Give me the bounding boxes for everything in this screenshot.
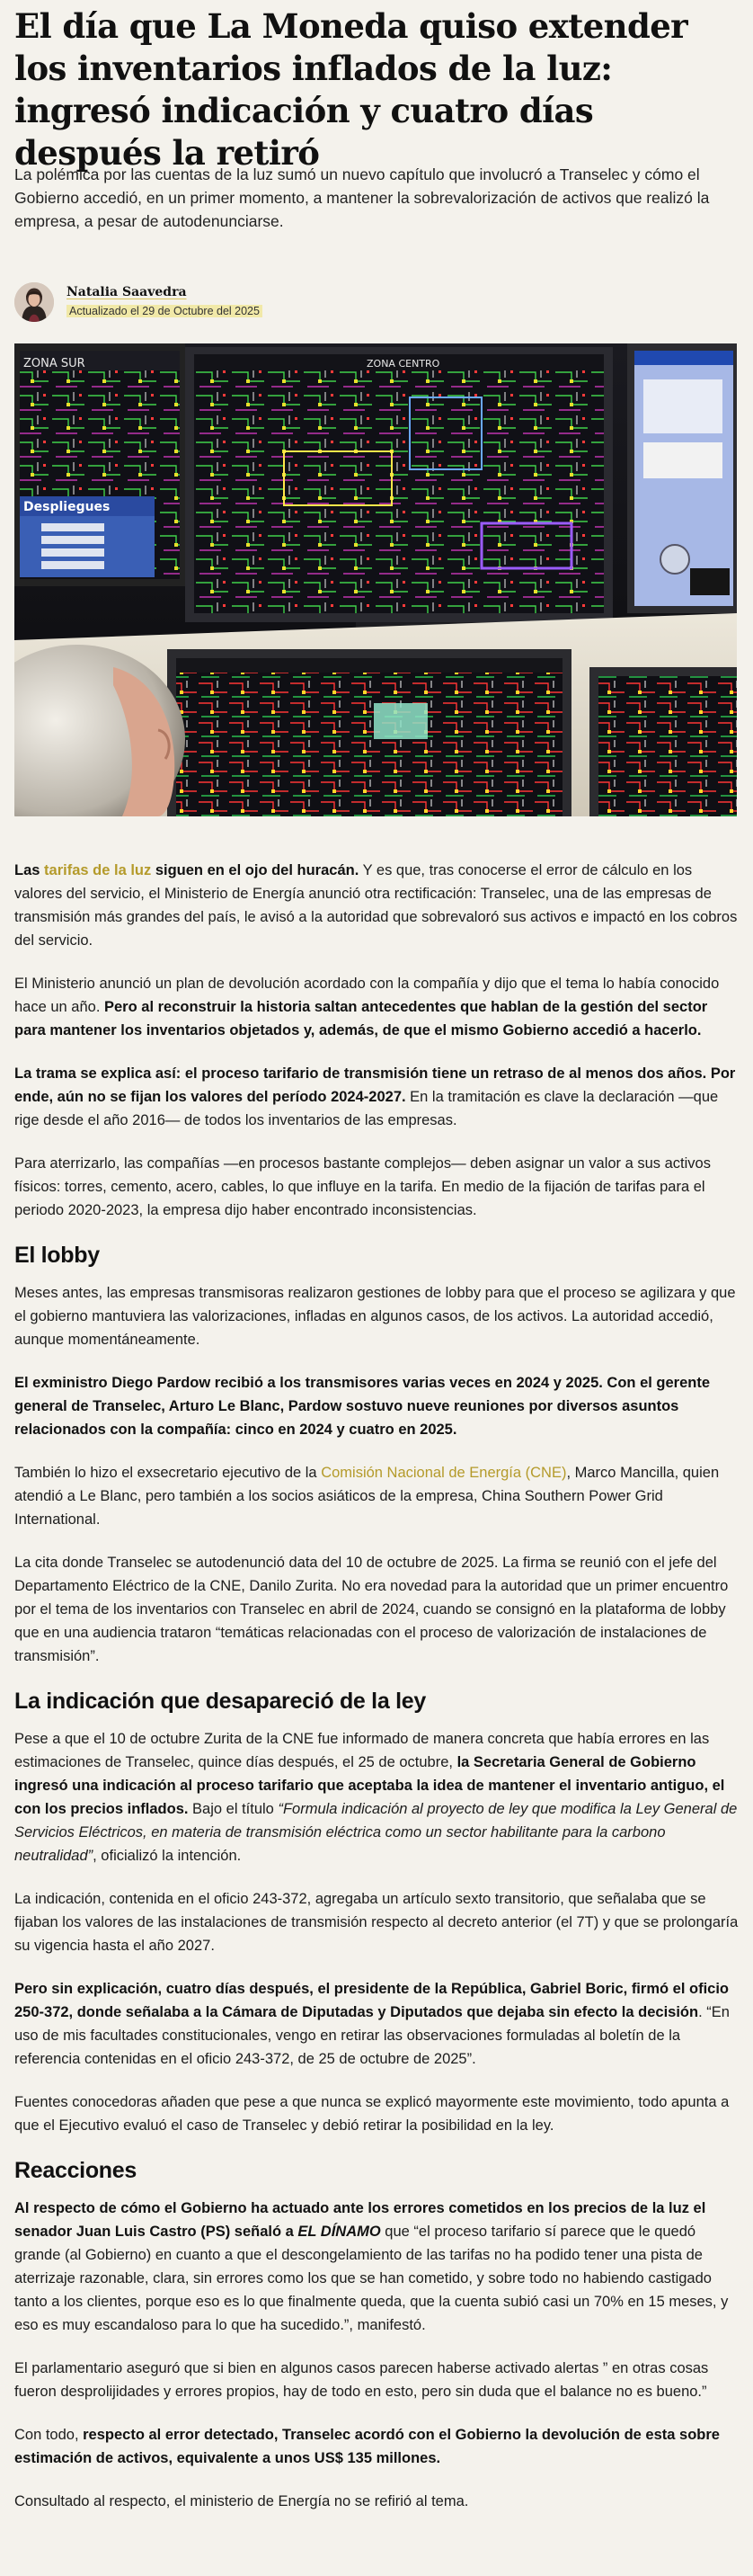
paragraph-2 — [14, 972, 739, 1042]
paragraph-16: Consultado al respecto, el ministerio de Energía no se refirió al tema. — [14, 2493, 469, 2509]
paragraph-8: La cita donde Transelec se autodenunció data del 10 de octubre de 2025. La firma se reunió con el jefe del Departamento Eléctrico de la CNE, Danilo Zurita. No era novedad para la autoridad que un primer encuentro por el tema de los inventarios con Transelec en abril de 2024, cuando se consignó en la plataforma de lobby que en una audiencia trataron “temáticas relacionadas con el proceso de valorización de instalaciones de transmisión”. — [14, 1555, 729, 1664]
updated-date: Actualizado el 29 de Octubre del 2025 — [66, 305, 262, 317]
author-name-link[interactable]: Natalia Saavedra — [66, 285, 187, 299]
p9-text-c: Bajo el título — [188, 1801, 279, 1817]
paragraph-7 — [14, 1461, 739, 1531]
p3-text-b: En la tramitación es clave la declaración —que rige desde el año 2016— de todos los inventarios de las empresas. — [14, 1089, 719, 1128]
paragraph-5: Meses antes, las empresas transmisoras realizaron gestiones de lobby para que el proceso se agilizara y que el gobierno mantuviera las valorizaciones, infladas en algunos casos, de los activos. La autoridad accedió, aunque momentáneamente. — [14, 1285, 736, 1348]
p13-text-b: EL DÍNAMO — [297, 2224, 381, 2240]
p11-text-a: Pero sin explicación, cuatro días después, el presidente de la República, Gabriel Boric, firmó el oficio 250-372, donde señalaba a la Cámara de Diputadas y Diputados que dejaba sin efecto la decisión — [14, 1981, 729, 2020]
p2-text-a: El Ministerio anunció un plan de devolución acordado con la compañía y dijo que el tema lo había conocido hace un año. — [14, 976, 720, 1015]
paragraph-14: El parlamentario aseguró que si bien en algunos casos parecen haberse activado alertas ” en otras cosas fueron desprolijidades y errores propios, hay de todo en esto, pero sin duda que el balance no es bueno.” — [14, 2360, 709, 2400]
paragraph-3 — [14, 1062, 739, 1132]
p9-text-e: , oficializó la intención. — [93, 1848, 242, 1864]
p13-text-c: que “el proceso tarifario sí parece que le quedó grande (al Gobierno) en cuanto a que el descongelamiento de las tarifas no ha podido tener una pista de aterrizaje razonable, clara, sin errores como los que se han cometido, y sobre todo no habiendo castigado tanto a los clientes, porque eso es lo que finalmente queda, que la cuenta subió casi un 70% en 15 meses, y eso es muy escandaloso para lo que ha sucedido.”, manifestó. — [14, 2224, 729, 2333]
control-room-illustration — [14, 343, 737, 816]
p6-text: El exministro Diego Pardow recibió a los transmisores varias veces en 2024 y 2025. Con el gerente general de Transelec, Arturo Le Blanc, Pardow sostuvo nueve reuniones por diversos asuntos relacionados con la compañía: cinco en 2024 y cuatro en 2025. — [14, 1375, 711, 1438]
p1-text-a: Las — [14, 862, 45, 878]
p1-text-c: Y es que, tras conocerse el error de cálculo en los valores del servicio, el Ministerio de Energía anunció otra rectificación: Transelec, una de las empresas de transmisión más grandes del país, le avisó a la autoridad que sobrevaloró sus activos e impactó en los cobros del servicio. — [14, 862, 738, 949]
p11-text-b: . “En uso de mis facultades constitucionales, vengo en retirar las observaciones formuladas al boletín de la referencia contenidas en el oficio 243-372, de 25 de octubre de 2025”. — [14, 2004, 730, 2067]
byline — [14, 280, 374, 325]
hero-label-zona-centro: ZONA CENTRO — [367, 358, 440, 370]
p9-text-d: “Formula indicación al proyecto de ley que modifica la Ley General de Servicios Eléctricos, en materia de transmisión eléctrica como un sector habilitante para la carbono neutralidad” — [14, 1801, 738, 1864]
p2-text-b: Pero al reconstruir la historia saltan antecedentes que hablan de la gestión del sector para mantener los inventarios objetados y, además, de que el mismo Gobierno accedió a hacerlo. — [14, 999, 708, 1038]
section-heading-reacciones: Reacciones — [14, 2158, 137, 2183]
paragraph-6 — [14, 1371, 739, 1441]
p13-text-a: Al respecto de cómo el Gobierno ha actuado ante los errores cometidos en los precios de la luz el senador Juan Luis Castro (PS) señaló a — [14, 2200, 706, 2240]
p9-text-b: la Secretaria General de Gobierno ingresó una indicación al proceso tarifario que aceptaba la idea de mantener el inventario antiguo, el con los precios inflados. — [14, 1754, 725, 1817]
section-heading-lobby: El lobby — [14, 1243, 100, 1268]
p9-text-a: Pese a que el 10 de octubre Zurita de la CNE fue informado de manera concreta que había errores en las estimaciones de Transelec, quince días después, el 25 de octubre, — [14, 1731, 710, 1770]
p15-text-b: respecto al error detectado, Transelec acordó con el Gobierno la devolución de esta sobre estimación de activos, equivalente a unos US$ 135 millones. — [14, 2427, 720, 2466]
article-title: El día que La Moneda quiso extender los inventarios inflados de la luz: ingresó indicación y cuatro días después la retiró — [14, 6, 688, 173]
p15-text-a: Con todo, — [14, 2427, 84, 2443]
hero-image — [14, 343, 737, 816]
section-heading-indicacion: La indicación que desapareció de la ley — [14, 1689, 426, 1714]
paragraph-13 — [14, 2197, 739, 2337]
author-portrait-icon — [14, 282, 54, 322]
paragraph-10: La indicación, contenida en el oficio 243-372, agregaba un artículo sexto transitorio, que señalaba que se fijaban los valores de las instalaciones de transmisión respecto al decreto anterior (el 7T) y que se prolongaría su vigencia hasta el año 2027. — [14, 1891, 739, 1954]
paragraph-12: Fuentes conocedoras añaden que pese a que nunca se explicó mayormente este movimiento, todo apunta a que el Ejecutivo evaluó el caso de Transelec y debió retirar la posibilidad en la ley. — [14, 2094, 730, 2134]
cne-link[interactable]: Comisión Nacional de Energía (CNE) — [321, 1465, 567, 1481]
paragraph-1 — [14, 859, 739, 952]
paragraph-4: Para aterrizarlo, las compañías —en procesos bastante complejos— deben asignar un valor a sus activos físicos: torres, cemento, acero, cables, lo que influye en la tarifa. En medio de la fijación de tarifas para el periodo 2020-2023, la empresa dijo haber encontrado inconsistencias. — [14, 1155, 711, 1218]
hero-label-despliegues: Despliegues — [23, 500, 111, 514]
paragraph-9 — [14, 1727, 739, 1867]
p1-text-b: siguen en el ojo del huracán. — [151, 862, 359, 878]
hero-label-zona-sur: ZONA SUR — [23, 357, 85, 370]
article-lede: La polémica por las cuentas de la luz sumó un nuevo capítulo que involucró a Transelec y cómo el Gobierno accedió, en un primer momento, a mantener la sobrevalorización de activos que realizó la empresa, a pesar de autodenunciarse. — [14, 165, 710, 230]
p7-text-a: También lo hizo el exsecretario ejecutivo de la — [14, 1465, 322, 1481]
author-avatar[interactable] — [14, 282, 54, 322]
article-body — [14, 859, 739, 2533]
tarifas-link[interactable]: tarifas de la luz — [44, 862, 152, 878]
paragraph-11 — [14, 1977, 739, 2071]
p7-text-b: , Marco Mancilla, quien atendió a Le Blanc, pero también a los socios asiáticos de la empresa, China Southern Power Grid International. — [14, 1465, 720, 1528]
paragraph-15 — [14, 2423, 739, 2470]
p3-text-a: La trama se explica así: el proceso tarifario de transmisión tiene un retraso de al menos dos años. Por ende, aún no se fijan los valores del período 2024-2027. — [14, 1065, 736, 1105]
